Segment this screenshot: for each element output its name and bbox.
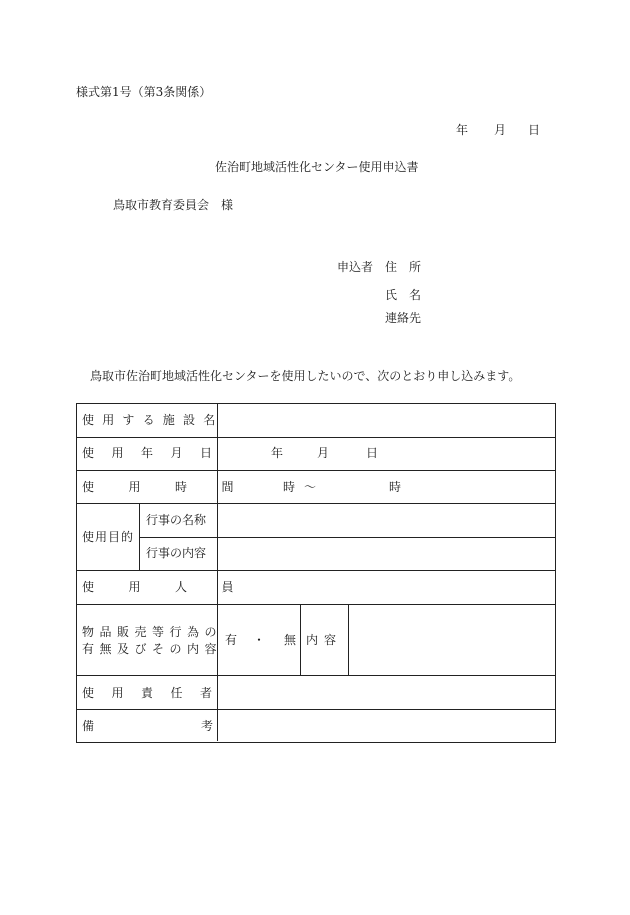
document-title: 佐治町地域活性化センター使用申込書 — [215, 160, 419, 174]
remarks-label: 備考 — [82, 719, 321, 733]
table-date-month: 月 — [317, 446, 330, 460]
sales-column-divider — [300, 604, 301, 675]
sales-separator: ・ — [253, 633, 266, 647]
attendees-label: 使用人員 — [82, 580, 269, 594]
event-name-input[interactable] — [218, 504, 554, 536]
applicant-contact-label: 連絡先 — [385, 311, 422, 325]
intro-text: 鳥取市佐治町地域活性化センターを使用したいので、次のとおり申し込みます。 — [90, 369, 521, 383]
time-end-unit: 時 — [389, 480, 402, 494]
time-row-label: 使用時間 — [82, 480, 269, 494]
date-input-area[interactable] — [218, 438, 554, 469]
applicant-name-label: 氏 名 — [385, 288, 422, 302]
time-tilde: ～ — [304, 480, 317, 494]
date-row-label: 使用年月日 — [82, 446, 230, 460]
purpose-subcolumn-divider — [139, 503, 140, 570]
date-month-label: 月 — [494, 123, 507, 137]
applicant-heading: 申込者 — [337, 260, 374, 274]
sales-yes[interactable]: 有 — [225, 633, 238, 647]
time-start-unit: 時 — [283, 480, 296, 494]
sales-content-input[interactable] — [349, 605, 554, 674]
attendees-input[interactable] — [218, 571, 554, 603]
date-year-label: 年 — [456, 123, 469, 137]
applicant-address-label: 住 所 — [385, 260, 422, 274]
date-day-label: 日 — [528, 123, 541, 137]
time-input-area[interactable] — [218, 471, 554, 502]
form-number: 様式第1号（第3条関係） — [76, 85, 212, 99]
sales-label-line1: 物品販売等行為の — [82, 625, 223, 639]
responsible-input[interactable] — [218, 676, 554, 708]
responsible-label: 使用責任者 — [82, 686, 230, 700]
event-content-input[interactable] — [218, 538, 554, 569]
purpose-label: 使用目的 — [82, 530, 135, 544]
sales-label-line2: 有無及びその内容 — [82, 642, 223, 656]
table-date-year: 年 — [271, 446, 284, 460]
remarks-input[interactable] — [218, 710, 554, 740]
sales-content-label: 内容 — [306, 633, 343, 647]
table-date-day: 日 — [366, 446, 379, 460]
addressee: 鳥取市教育委員会 様 — [113, 198, 234, 212]
event-content-label: 行事の内容 — [146, 546, 207, 560]
sales-no[interactable]: 無 — [284, 633, 297, 647]
facility-label-text: 使用する施設名 — [82, 413, 224, 427]
facility-label — [82, 413, 224, 427]
event-name-label: 行事の名称 — [146, 513, 207, 527]
facility-input[interactable] — [218, 404, 554, 436]
